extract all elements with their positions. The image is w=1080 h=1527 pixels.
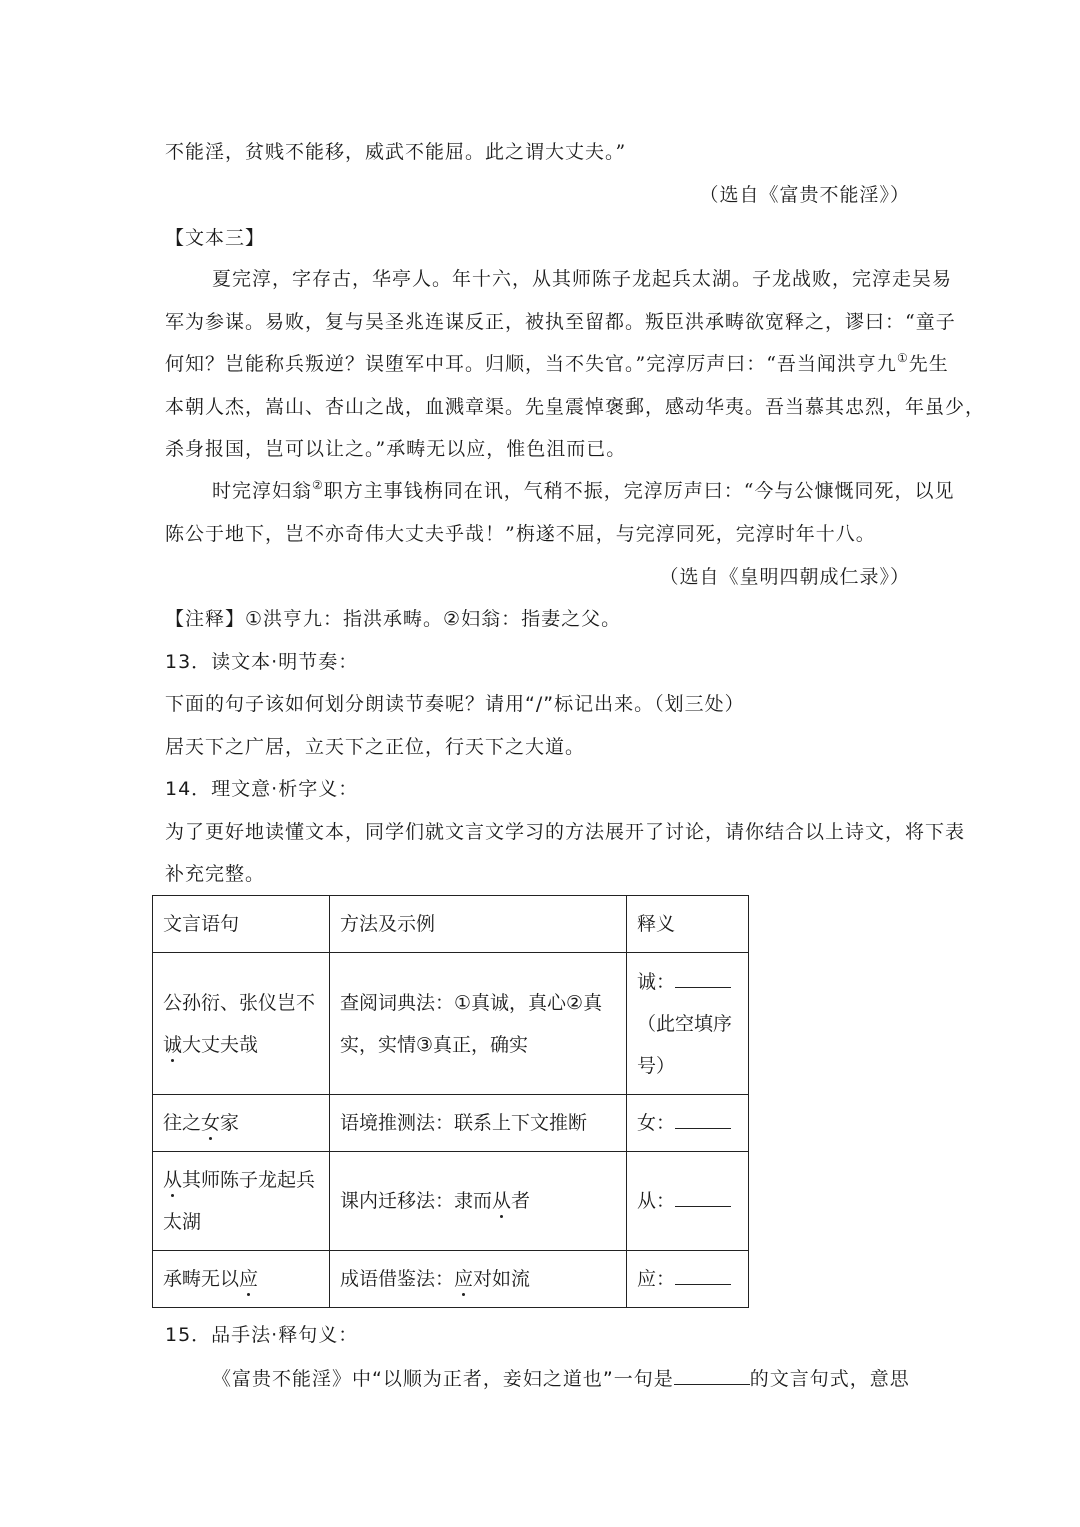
text3-para2-line2: 陈公于地下，岂不亦奇伟大丈夫乎哉！”栴遂不屈，与完淳同死，完淳时年十八。 xyxy=(165,523,876,545)
cell-method: 语境推测法：联系上下文推断 xyxy=(330,1095,627,1152)
cell-sentence-pre: 承畴无以 xyxy=(163,1268,240,1290)
cell-sentence-pre: 往之 xyxy=(163,1112,202,1134)
cell-sentence-line2: 太湖 xyxy=(163,1211,202,1233)
q14-prompt-line1: 为了更好地读懂文本，同学们就文言文学习的方法展开了讨论，请你结合以上诗文，将下表 xyxy=(165,821,966,843)
cell-meaning xyxy=(627,1251,749,1308)
cell-meaning xyxy=(627,1095,749,1152)
cell-method xyxy=(330,1152,627,1251)
cell-method-line2: 实，实情③真正，确实 xyxy=(340,1033,529,1056)
answer-blank[interactable] xyxy=(675,1188,731,1207)
q15-line-pre: 《富贵不能淫》中“以顺为正者，妾妇之道也”一句是 xyxy=(212,1368,674,1390)
emphasis-char: 从 xyxy=(492,1190,512,1212)
text3-source: （选自《皇明四朝成仁录》） xyxy=(659,566,910,588)
table-row xyxy=(153,1095,749,1152)
cell-sentence xyxy=(153,1095,330,1152)
meaning-label: 诚： xyxy=(637,970,676,993)
text3-para1-line3-text: 何知？岂能称兵叛逆？误堕军中耳。归顺，当不失官。”完淳厉声曰：“吾当闻洪亨九 xyxy=(165,353,897,375)
table-row xyxy=(153,1152,749,1251)
q15-line-post: 的文言句式，意思 xyxy=(749,1368,910,1390)
text3-para2-line1 xyxy=(212,478,972,502)
cell-meaning xyxy=(627,1152,749,1251)
text3-para1-line3 xyxy=(165,351,949,375)
meaning-note-line2: 号） xyxy=(637,1054,676,1077)
cell-meaning xyxy=(627,953,749,1095)
cell-sentence-line1: 公孙衍、张仪岂不 xyxy=(163,991,316,1014)
q13-title: 13．读文本·明节奏： xyxy=(165,651,359,673)
cell-sentence-line2 xyxy=(163,1024,319,1066)
emphasis-char: 应 xyxy=(454,1268,474,1290)
answer-blank[interactable] xyxy=(674,1366,750,1385)
q13-sentence: 居天下之广居，立天下之正位，行天下之大道。 xyxy=(165,736,586,758)
text3-para2-line1-text: 职方主事钱栴同在讯，气稍不振，完淳厉声曰：“今与公慷慨同死，以见 xyxy=(323,480,955,502)
q15-line xyxy=(212,1366,972,1389)
cell-method-line1: 查阅词典法：①真诚，真心②真 xyxy=(340,991,603,1014)
text3-para2-line1-head: 时完淳妇翁 xyxy=(212,480,313,502)
meaning-note-line1: （此空填序 xyxy=(637,1012,733,1035)
header-meaning: 释义 xyxy=(627,896,749,953)
cell-sentence-rest: 其师陈子龙起兵 xyxy=(182,1169,316,1191)
text3-para1-line5: 杀身报国，岂可以让之。”承畴无以应，惟色沮而已。 xyxy=(165,438,627,460)
cell-method xyxy=(330,953,627,1095)
method-table xyxy=(152,895,749,1308)
cell-sentence-post: 家 xyxy=(220,1112,240,1134)
text2-tail: 不能淫，贫贱不能移，威武不能屈。此之谓大丈夫。” xyxy=(165,141,627,163)
cell-method-post: 者 xyxy=(511,1190,531,1212)
cell-sentence-line1 xyxy=(163,1159,319,1201)
text3-header: 【文本三】 xyxy=(165,227,266,249)
emphasis-char: 诚 xyxy=(163,1033,183,1056)
table-header-row xyxy=(153,896,749,953)
emphasis-char: 女 xyxy=(201,1112,221,1134)
header-sentence: 文言语句 xyxy=(153,896,330,953)
emphasis-char: 应 xyxy=(239,1268,259,1290)
header-method: 方法及示例 xyxy=(330,896,627,953)
text2-source: （选自《富贵不能淫》） xyxy=(699,184,910,206)
q14-prompt-line2: 补充完整。 xyxy=(165,863,266,885)
cell-method-pre: 课内迁移法：隶而 xyxy=(340,1190,493,1212)
cell-method-post: 对如流 xyxy=(473,1268,531,1290)
cell-method xyxy=(330,1251,627,1308)
meaning-label: 女： xyxy=(637,1112,676,1134)
answer-blank[interactable] xyxy=(675,1110,731,1129)
text3-para1-line1: 夏完淳，字存古，华亭人。年十六，从其师陈子龙起兵太湖。子龙战败，完淳走吴易 xyxy=(212,268,953,290)
note-mark-2: ② xyxy=(312,478,324,492)
notes: 【注释】①洪亨九：指洪承畴。②妇翁：指妻之父。 xyxy=(165,608,622,630)
text3-para1-line4: 本朝人杰，嵩山、杏山之战，血溅章渠。先皇震悼褒郵，感动华夷。吾当慕其忠烈，年虽少， xyxy=(165,396,986,418)
meaning-label: 应： xyxy=(637,1268,676,1290)
answer-blank[interactable] xyxy=(675,1266,731,1285)
table-row xyxy=(153,953,749,1095)
cell-sentence xyxy=(153,1251,330,1308)
meaning-label: 从： xyxy=(637,1190,676,1212)
q15-title: 15．品手法·释句义： xyxy=(165,1324,359,1346)
cell-sentence xyxy=(153,1152,330,1251)
text3-para1-line2: 军为参谋。易败，复与吴圣兆连谋反正，被执至留都。叛臣洪承畴欲宽释之，谬曰：“童子 xyxy=(165,311,956,333)
cell-sentence-rest: 大丈夫哉 xyxy=(182,1033,259,1056)
note-mark-1: ① xyxy=(896,351,909,365)
table-row xyxy=(153,1251,749,1308)
cell-sentence xyxy=(153,953,330,1095)
q14-title: 14．理文意·析字义： xyxy=(165,778,359,800)
emphasis-char: 从 xyxy=(163,1169,183,1191)
text3-para1-line3-tail: 先生 xyxy=(908,353,949,375)
meaning-answer xyxy=(637,961,738,1003)
q13-prompt: 下面的句子该如何划分朗读节奏呢？请用“/”标记出来。（划三处） xyxy=(165,693,745,715)
cell-method-pre: 成语借鉴法： xyxy=(340,1268,455,1290)
answer-blank[interactable] xyxy=(675,969,731,988)
